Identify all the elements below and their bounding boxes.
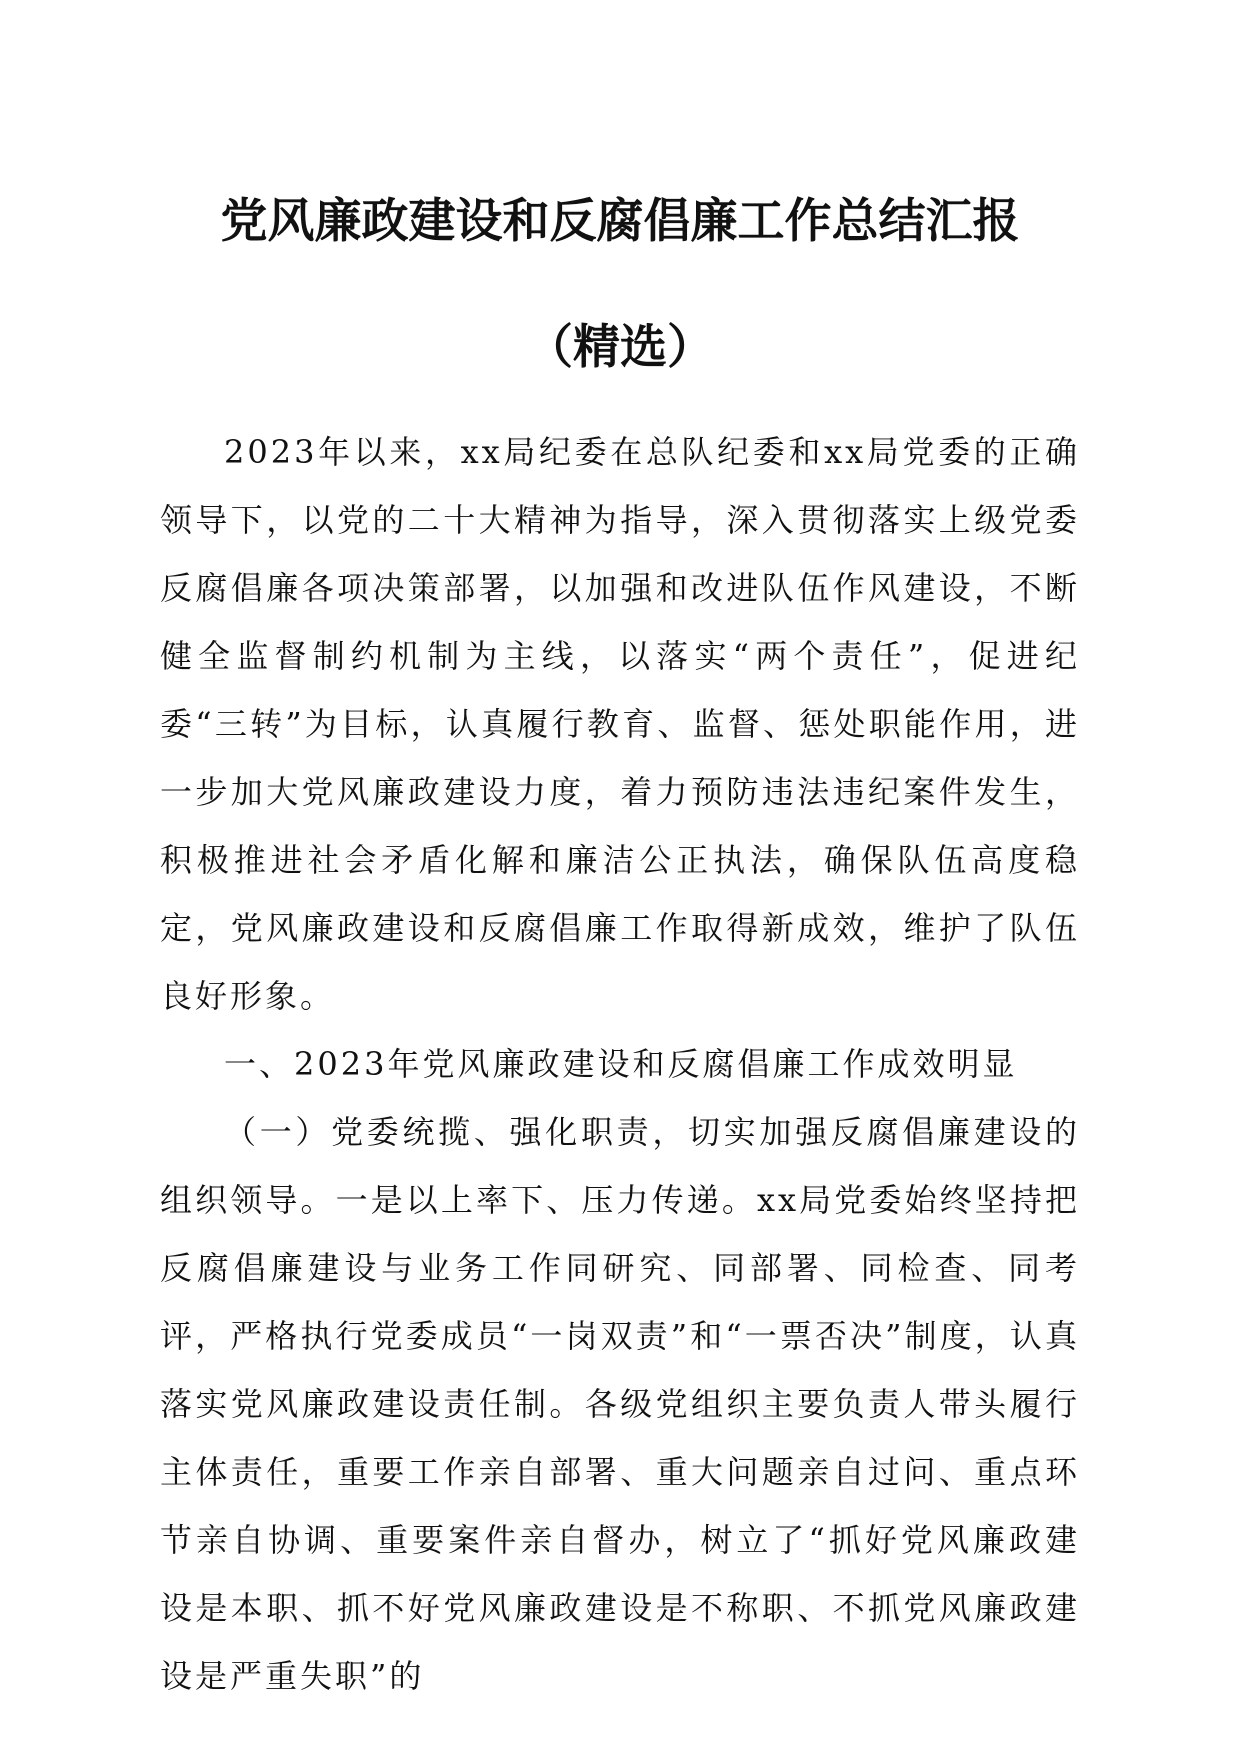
paragraph-section-1: （一）党委统揽、强化职责，切实加强反腐倡廉建设的组织领导。一是以上率下、压力传递。xx局党委始终坚持把反腐倡廉建设与业务工作同研究、同部署、同检查、同考评，严格执行党委成员“一岗双责”和“一票否决”制度，认真落实党风廉政建设责任制。各级党组织主要负责人带头履行主体责任，重要工作亲自部署、重大问题亲自过问、重点环节亲自协调、重要案件亲自督办，树立了“抓好党风廉政建设是本职、抓不好党风廉政建设是不称职、不抓党风廉政建设是严重失职”的 bbox=[160, 1113, 1080, 1695]
document-subtitle: （精选） bbox=[526, 320, 714, 375]
paragraph-intro: 2023年以来，xx局纪委在总队纪委和xx局党委的正确领导下，以党的二十大精神为指导，深入贯彻落实上级党委反腐倡廉各项决策部署，以加强和改进队伍作风建设，不断健全监督制约机制为主线，以落实“两个责任”，促进纪委“三转”为目标，认真履行教育、监督、惩处职能作用，进一步加大党风廉政建设力度，着力预防违法违纪案件发生，积极推进社会矛盾化解和廉洁公正执法，确保队伍高度稳定，党风廉政建设和反腐倡廉工作取得新成效，维护了队伍良好形象。 bbox=[160, 433, 1080, 1015]
document-body bbox=[160, 418, 1080, 1710]
document-title: 党风廉政建设和反腐倡廉工作总结汇报 bbox=[220, 194, 1020, 249]
section-heading: 一、2023年党风廉政建设和反腐倡廉工作成效明显 bbox=[224, 1045, 1018, 1083]
